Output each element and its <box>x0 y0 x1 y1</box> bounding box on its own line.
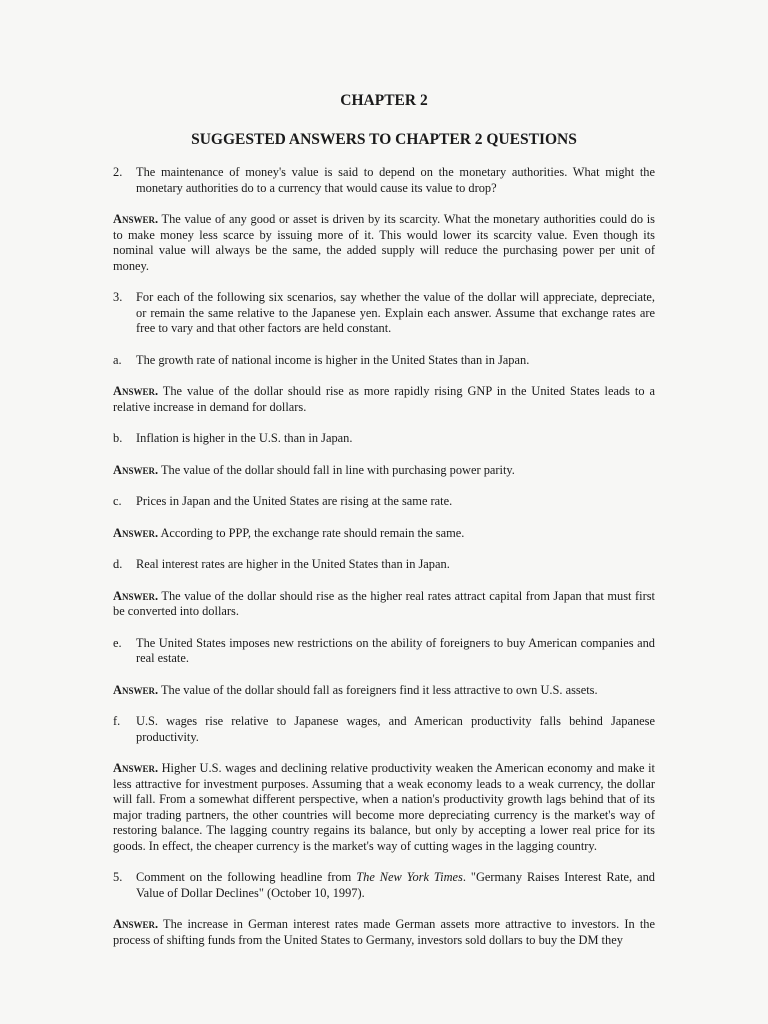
answer-c <box>113 526 655 542</box>
answer-label: Answer. <box>113 212 159 226</box>
scenario-letter: a. <box>113 352 122 367</box>
scenario-text: The United States imposes new restrictions on the ability of foreigners to buy American companies and real estate. <box>136 635 655 665</box>
answer-d <box>113 589 655 620</box>
question-5 <box>113 870 655 901</box>
answer-text: The value of the dollar should rise as more rapidly rising GNP in the United States leads to a relative increase in demand for dollars. <box>113 384 656 414</box>
question-3 <box>113 290 655 337</box>
question-text <box>136 870 655 901</box>
answer-f <box>113 761 655 854</box>
answer-text: The value of the dollar should rise as the higher real rates attract capital from Japan that must first be converted into dollars. <box>113 588 655 618</box>
answer-text: Higher U.S. wages and declining relative productivity weaken the American economy and make it less attractive for investment purposes. Assuming that a weak economy leads to a weak currency, the dollar will fall. From a somewhat different perspective, when a nation's productivity growth lags behind that of its major trading partners, the other countries will become more depreciating currency is the market's way of restoring balance. The lagging country regains its balance, but only by accepting a lower real price for its goods. In effect, the cheaper currency is the market's way of cutting wages in the lagging country. <box>113 761 655 853</box>
scenario-letter: e. <box>113 635 122 650</box>
answer-label: Answer. <box>113 462 159 477</box>
question-number: 3. <box>113 290 123 304</box>
answer-text: The value of the dollar should fall in line with purchasing power parity. <box>160 462 515 477</box>
scenario-text: Real interest rates are higher in the United States than in Japan. <box>136 557 450 571</box>
answer-5 <box>113 917 655 948</box>
chapter-title: CHAPTER 2 <box>340 92 428 109</box>
scenario-letter: d. <box>113 557 123 571</box>
question-2 <box>113 165 655 196</box>
question-number: 2. <box>113 165 123 179</box>
scenario-d <box>113 557 655 573</box>
scenario-letter: f. <box>113 714 121 728</box>
answer-b <box>113 463 655 479</box>
question-number: 5. <box>113 870 123 884</box>
question-text-before: Comment on the following headline from <box>136 870 357 884</box>
answer-2 <box>113 212 655 274</box>
document-body <box>113 165 655 964</box>
answer-label: Answer. <box>113 761 159 775</box>
scenario-text: The growth rate of national income is higher in the United States than in Japan. <box>136 352 530 367</box>
answer-text: The value of the dollar should fall as foreigners find it less attractive to own U.S. assets. <box>160 682 598 697</box>
scenario-letter: c. <box>113 494 122 508</box>
answer-label: Answer. <box>113 682 159 697</box>
scenario-letter: b. <box>113 431 123 445</box>
answer-a <box>113 384 655 415</box>
answer-label: Answer. <box>113 525 159 540</box>
answer-e <box>113 683 655 699</box>
scenario-text: Prices in Japan and the United States are rising at the same rate. <box>136 494 453 508</box>
scenario-f <box>113 714 655 745</box>
answer-text: According to PPP, the exchange rate should remain the same. <box>160 525 465 540</box>
answer-text: The increase in German interest rates made German assets more attractive to investors. In the process of shifting funds from the United States to Germany, investors sold dollars to buy the DM they <box>113 917 656 947</box>
answer-label: Answer. <box>113 917 159 931</box>
scenario-b <box>113 431 655 447</box>
question-text: For each of the following six scenarios, say whether the value of the dollar will appreciate, depreciate, or remain the same relative to the Japanese yen. Explain each answer. Assume that exchange rates are free to vary and that other factors are held constant. <box>136 290 655 335</box>
scenario-text: Inflation is higher in the U.S. than in Japan. <box>136 431 353 445</box>
scenario-c <box>113 494 655 510</box>
answer-label: Answer. <box>113 384 159 398</box>
section-heading: SUGGESTED ANSWERS TO CHAPTER 2 QUESTIONS <box>191 131 577 148</box>
scenario-e <box>113 636 655 667</box>
question-text: The maintenance of money's value is said to depend on the monetary authorities. What might the monetary authorities do to a currency that would cause its value to drop? <box>136 165 655 195</box>
scenario-text: U.S. wages rise relative to Japanese wages, and American productivity falls behind Japanese productivity. <box>136 714 655 744</box>
source-title: The New York Times <box>356 870 463 884</box>
answer-text: The value of any good or asset is driven by its scarcity. What the monetary authorities could do is to make money less scarce by issuing more of it. This would lower its scarcity value. Even though its nominal value will always be the same, the added supply will reduce the purchasing power per unit of money. <box>113 212 655 273</box>
answer-label: Answer. <box>113 588 159 603</box>
scenario-a <box>113 353 655 369</box>
question-text-after: . "Germany Raises Interest Rate, and Value of Dollar Declines" (October 10, 1997). <box>136 870 655 900</box>
